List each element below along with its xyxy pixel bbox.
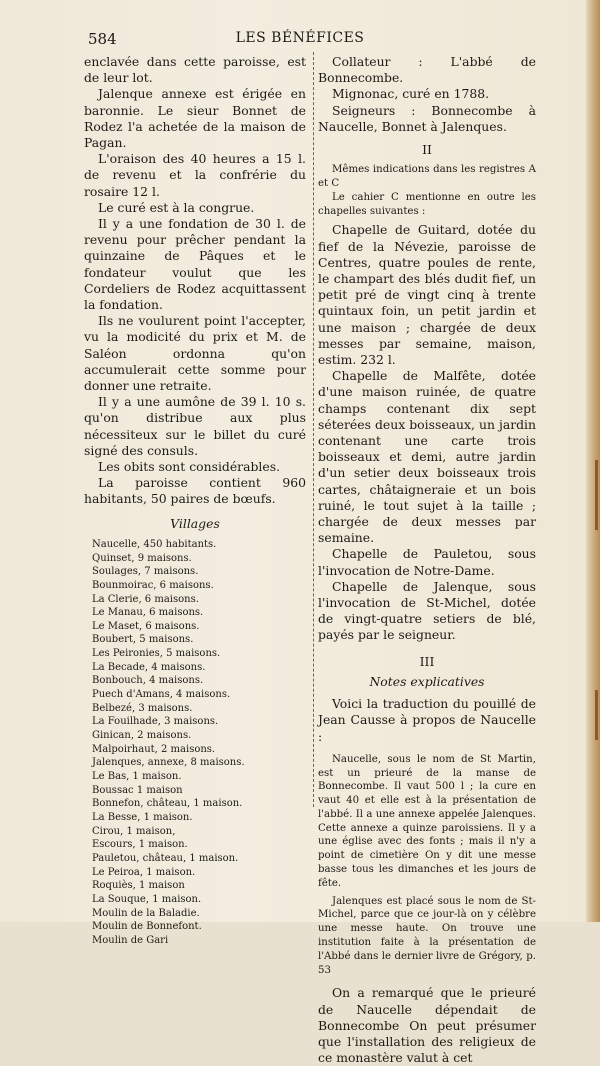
list-item: La Besse, 1 maison.: [92, 812, 193, 824]
paragraph: enclavée dans cette paroisse, est de leur lot.: [84, 54, 306, 86]
quote-paragraph: Naucelle, sous le nom de St Martin, est un prieuré de la manse de Bonnecombe. Il vaut 500 l ; la cure en vaut 40 et elle est à la présentation de l'abbé. Il a une annexe appelée Jalenques. Cette annexe a quinze paroissiens. Il y a une église avec des fonts ; mais il n'y a point de cimetière On y dit une messe basse tous les dimanches et les jours de fête.: [318, 753, 536, 889]
list-item: Escours, 1 maison.: [92, 839, 188, 851]
seigneurs-line: Seigneurs : Bonnecombe à Naucelle, Bonnet à Jalenques.: [318, 102, 536, 134]
paragraph: Chapelle de Pauletou, sous l'invocation de Notre-Dame.: [318, 546, 536, 578]
edge-mark: [595, 690, 598, 740]
page-number: 584: [88, 30, 117, 48]
list-item: Cirou, 1 maison,: [92, 825, 176, 837]
paragraph: Le curé est à la congrue.: [98, 199, 255, 215]
collateur-line: Collateur : L'abbé de Bonnecombe.: [318, 54, 536, 86]
list-item: Malpoirhaut, 2 maisons.: [92, 743, 216, 755]
small-paragraph: Mêmes indications dans les registres A et C: [318, 164, 536, 190]
column-divider: [313, 52, 314, 807]
page-header: [0, 30, 600, 50]
cure-line: Mignonac, curé en 1788.: [332, 86, 490, 102]
paragraph: Jalenque annexe est érigée en baronnie. Le sieur Bonnet de Rodez l'a achetée de la maison de Pagan.: [84, 86, 306, 151]
list-item: Le Bas, 1 maison.: [92, 771, 182, 783]
list-item: Ginican, 2 maisons.: [92, 730, 192, 742]
list-item: Boussac 1 maison: [92, 784, 183, 796]
paragraph: L'oraison des 40 heures a 15 l. de revenu et la confrérie du rosaire 12 l.: [84, 151, 306, 199]
right-column: [318, 54, 536, 1066]
paragraph: Il y a une aumône de 39 l. 10 s. qu'on distribue aux plus nécessiteux sur le billet du curé signé des consuls.: [84, 394, 306, 458]
list-item: Bounmoirac, 6 maisons.: [92, 579, 214, 591]
list-item: Les Peironies, 5 maisons.: [92, 648, 221, 660]
list-item: Moulin de la Baladie.: [92, 907, 200, 919]
list-item: Le Peiroa, 1 maison.: [92, 866, 196, 878]
list-item: Soulages, 7 maisons.: [92, 566, 199, 578]
list-item: La Becade, 4 maisons.: [92, 661, 206, 673]
notes-heading: Notes explicatives: [369, 673, 485, 689]
list-item: Le Maset, 6 maisons.: [92, 620, 200, 632]
paragraph: On a remarqué que le prieuré de Naucelle dépendait de Bonnecombe On peut présumer que l'installation des religieux de ce monastère valut à cet: [318, 985, 536, 1066]
section-numeral: II: [422, 142, 432, 158]
small-paragraph: Le cahier C mentionne en outre les chapelles suivantes :: [318, 191, 536, 217]
list-item: Jalenques, annexe, 8 maisons.: [92, 757, 245, 769]
list-item: Moulin de Gari: [92, 934, 169, 946]
edge-mark: [595, 460, 598, 530]
list-item: Le Manau, 6 maisons.: [92, 607, 204, 619]
paragraph: Voici la traduction du pouillé de Jean Causse à propos de Naucelle :: [318, 696, 536, 744]
section-numeral: III: [419, 653, 435, 669]
paragraph: La paroisse contient 960 habitants, 50 paires de bœufs.: [84, 475, 306, 507]
paragraph: Chapelle de Malfête, dotée d'une maison ruinée, de quatre champs contenant dix sept séterées deux boisseaux, un jardin contenant une carte trois boisseaux et demi, autre jardin d'un setier deux boisseaux trois cartes, châtaigneraie et un bois ruiné, le tout sujet à la taille ; chargée de deux messes par semaine.: [318, 368, 536, 546]
paragraph: Les obits sont considérables.: [98, 459, 281, 475]
page-edge: [586, 0, 600, 922]
list-item: Belbezé, 3 maisons.: [92, 702, 193, 714]
list-item: Boubert, 5 maisons.: [92, 634, 194, 646]
list-item: La Souque, 1 maison.: [92, 893, 202, 905]
list-item: Pauletou, château, 1 maison.: [92, 852, 239, 864]
villages-list: [84, 538, 306, 948]
left-column: [84, 54, 306, 948]
page-title: LES BÉNÉFICES: [235, 30, 365, 46]
paragraph: Chapelle de Guitard, dotée du fief de la Névezie, paroisse de Centres, quatre poules de rente, le champart des blés dudit fief, un petit pré de vingt cinq à trente quintaux foin, un petit jardin et une maison ; chargée de deux messes par semaine, maison, estim. 232 l.: [318, 222, 536, 368]
list-item: Bonnefon, château, 1 maison.: [92, 798, 243, 810]
paragraph: Ils ne voulurent point l'accepter, vu la modicité du prix et M. de Saléon ordonna qu'on accumulerait cette somme pour donner une retraite.: [84, 313, 306, 394]
list-item: Naucelle, 450 habitants.: [92, 538, 217, 550]
list-item: Bonbouch, 4 maisons.: [92, 675, 204, 687]
paragraph: Il y a une fondation de 30 l. de revenu pour prêcher pendant la quinzaine de Pâques et le fondateur voulut que les Cordeliers de Rodez acquittassent la fondation.: [84, 216, 306, 313]
paragraph: Chapelle de Jalenque, sous l'invocation de St-Michel, dotée de vingt-quatre setiers de blé, payés par le seigneur.: [318, 578, 536, 643]
villages-heading: Villages: [170, 515, 220, 531]
list-item: La Clerie, 6 maisons.: [92, 593, 199, 605]
list-item: Roquiès, 1 maison: [92, 880, 185, 892]
list-item: La Fouilhade, 3 maisons.: [92, 716, 219, 728]
list-item: Quinset, 9 maisons.: [92, 552, 192, 564]
quote-paragraph: Jalenques est placé sous le nom de St-Michel, parce que ce jour-là on y célèbre une messe haute. On trouve une institution faite à la présentation de l'Abbé dans le dernier livre de Grégory, p. 53: [318, 895, 536, 976]
list-item: Puech d'Amans, 4 maisons.: [92, 689, 231, 701]
list-item: Moulin de Bonnefont.: [92, 921, 202, 933]
